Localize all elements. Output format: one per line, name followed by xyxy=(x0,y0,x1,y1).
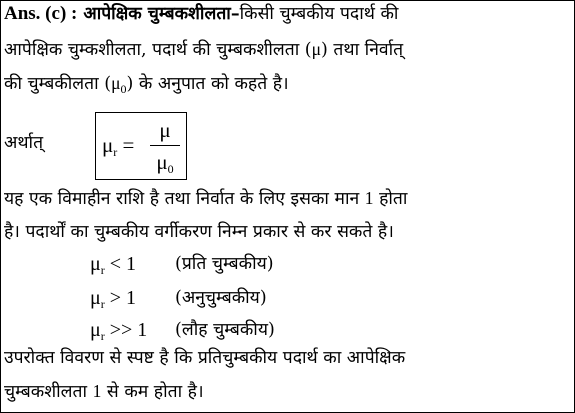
answer-line-1 xyxy=(4,3,398,31)
conclusion-line-2-text-b: से कम होता है। xyxy=(101,382,204,402)
classification-type: (लौह चुम्बकीय) xyxy=(175,320,275,340)
formula-prefix: अर्थात् xyxy=(4,133,44,153)
classification-expression: $\mu_r > 1$ xyxy=(90,287,137,311)
classification-expression: $\mu_r >> 1$ xyxy=(90,319,148,343)
formula-lhs xyxy=(102,133,134,160)
paragraph2-line-1 xyxy=(4,187,407,215)
paragraph2-number: 1 xyxy=(364,188,374,208)
mu0-symbol: μ xyxy=(111,73,121,93)
answer-line-2 xyxy=(4,38,403,66)
paragraph2-line-1-text-a: यह एक विमाहीन राशि है तथा निर्वात के लिए इसका मान xyxy=(4,189,365,209)
fraction-bar xyxy=(150,145,180,146)
formula-equals: = xyxy=(122,133,135,157)
formula-lhs-base: μ xyxy=(102,133,114,157)
classification-expression: $\mu_r < 1$ xyxy=(90,253,137,277)
conclusion-line-2-text-a: चुम्बकशीलता xyxy=(4,382,93,402)
formula-denominator-subscript: 0 xyxy=(167,162,174,176)
formula-box xyxy=(95,112,187,180)
conclusion-number: 1 xyxy=(92,381,102,401)
answer-line-2-text-b: ) तथा निर्वात् xyxy=(321,40,404,60)
answer-line-3-text-a: की चुम्बकीलता ( xyxy=(4,74,112,94)
answer-line-1-text: किसी चुम्बकीय पदार्थ की xyxy=(239,4,399,24)
formula-denominator xyxy=(150,148,180,176)
formula-denominator-base: μ xyxy=(156,150,168,174)
term-heading: आपेक्षिक चुम्बकशीलता– xyxy=(83,4,240,24)
answer-line-2-text-a: आपेक्षिक चुम्कशीलता, पदार्थ की चुम्बकशीलता ( xyxy=(4,40,312,60)
conclusion-line-2 xyxy=(4,380,204,408)
conclusion-line-1: उपरोक्त विवरण से स्पष्ट है कि प्रतिचुम्बकीय पदार्थ का आपेक्षिक xyxy=(4,348,406,368)
classification-type: (अनुचुम्बकीय) xyxy=(175,288,267,308)
formula-numerator: μ xyxy=(159,118,171,142)
answer-line-3 xyxy=(4,72,289,100)
answer-label: Ans. (c) : xyxy=(4,3,78,24)
formula-fraction xyxy=(150,117,180,176)
answer-line-3-text-b: ) के अनुपात को कहते है। xyxy=(126,74,289,94)
mu-symbol: μ xyxy=(311,39,322,59)
paragraph2-line-2: है। पदार्थों का चुम्बकीय वर्गीकरण निम्न प्रकार से कर सकते है। xyxy=(4,222,394,242)
formula-lhs-subscript: r xyxy=(113,145,118,159)
classification-type: (प्रति चुम्बकीय) xyxy=(175,254,274,274)
mu0-subscript: 0 xyxy=(120,82,127,96)
paragraph2-line-1-text-b: होता xyxy=(373,189,408,209)
